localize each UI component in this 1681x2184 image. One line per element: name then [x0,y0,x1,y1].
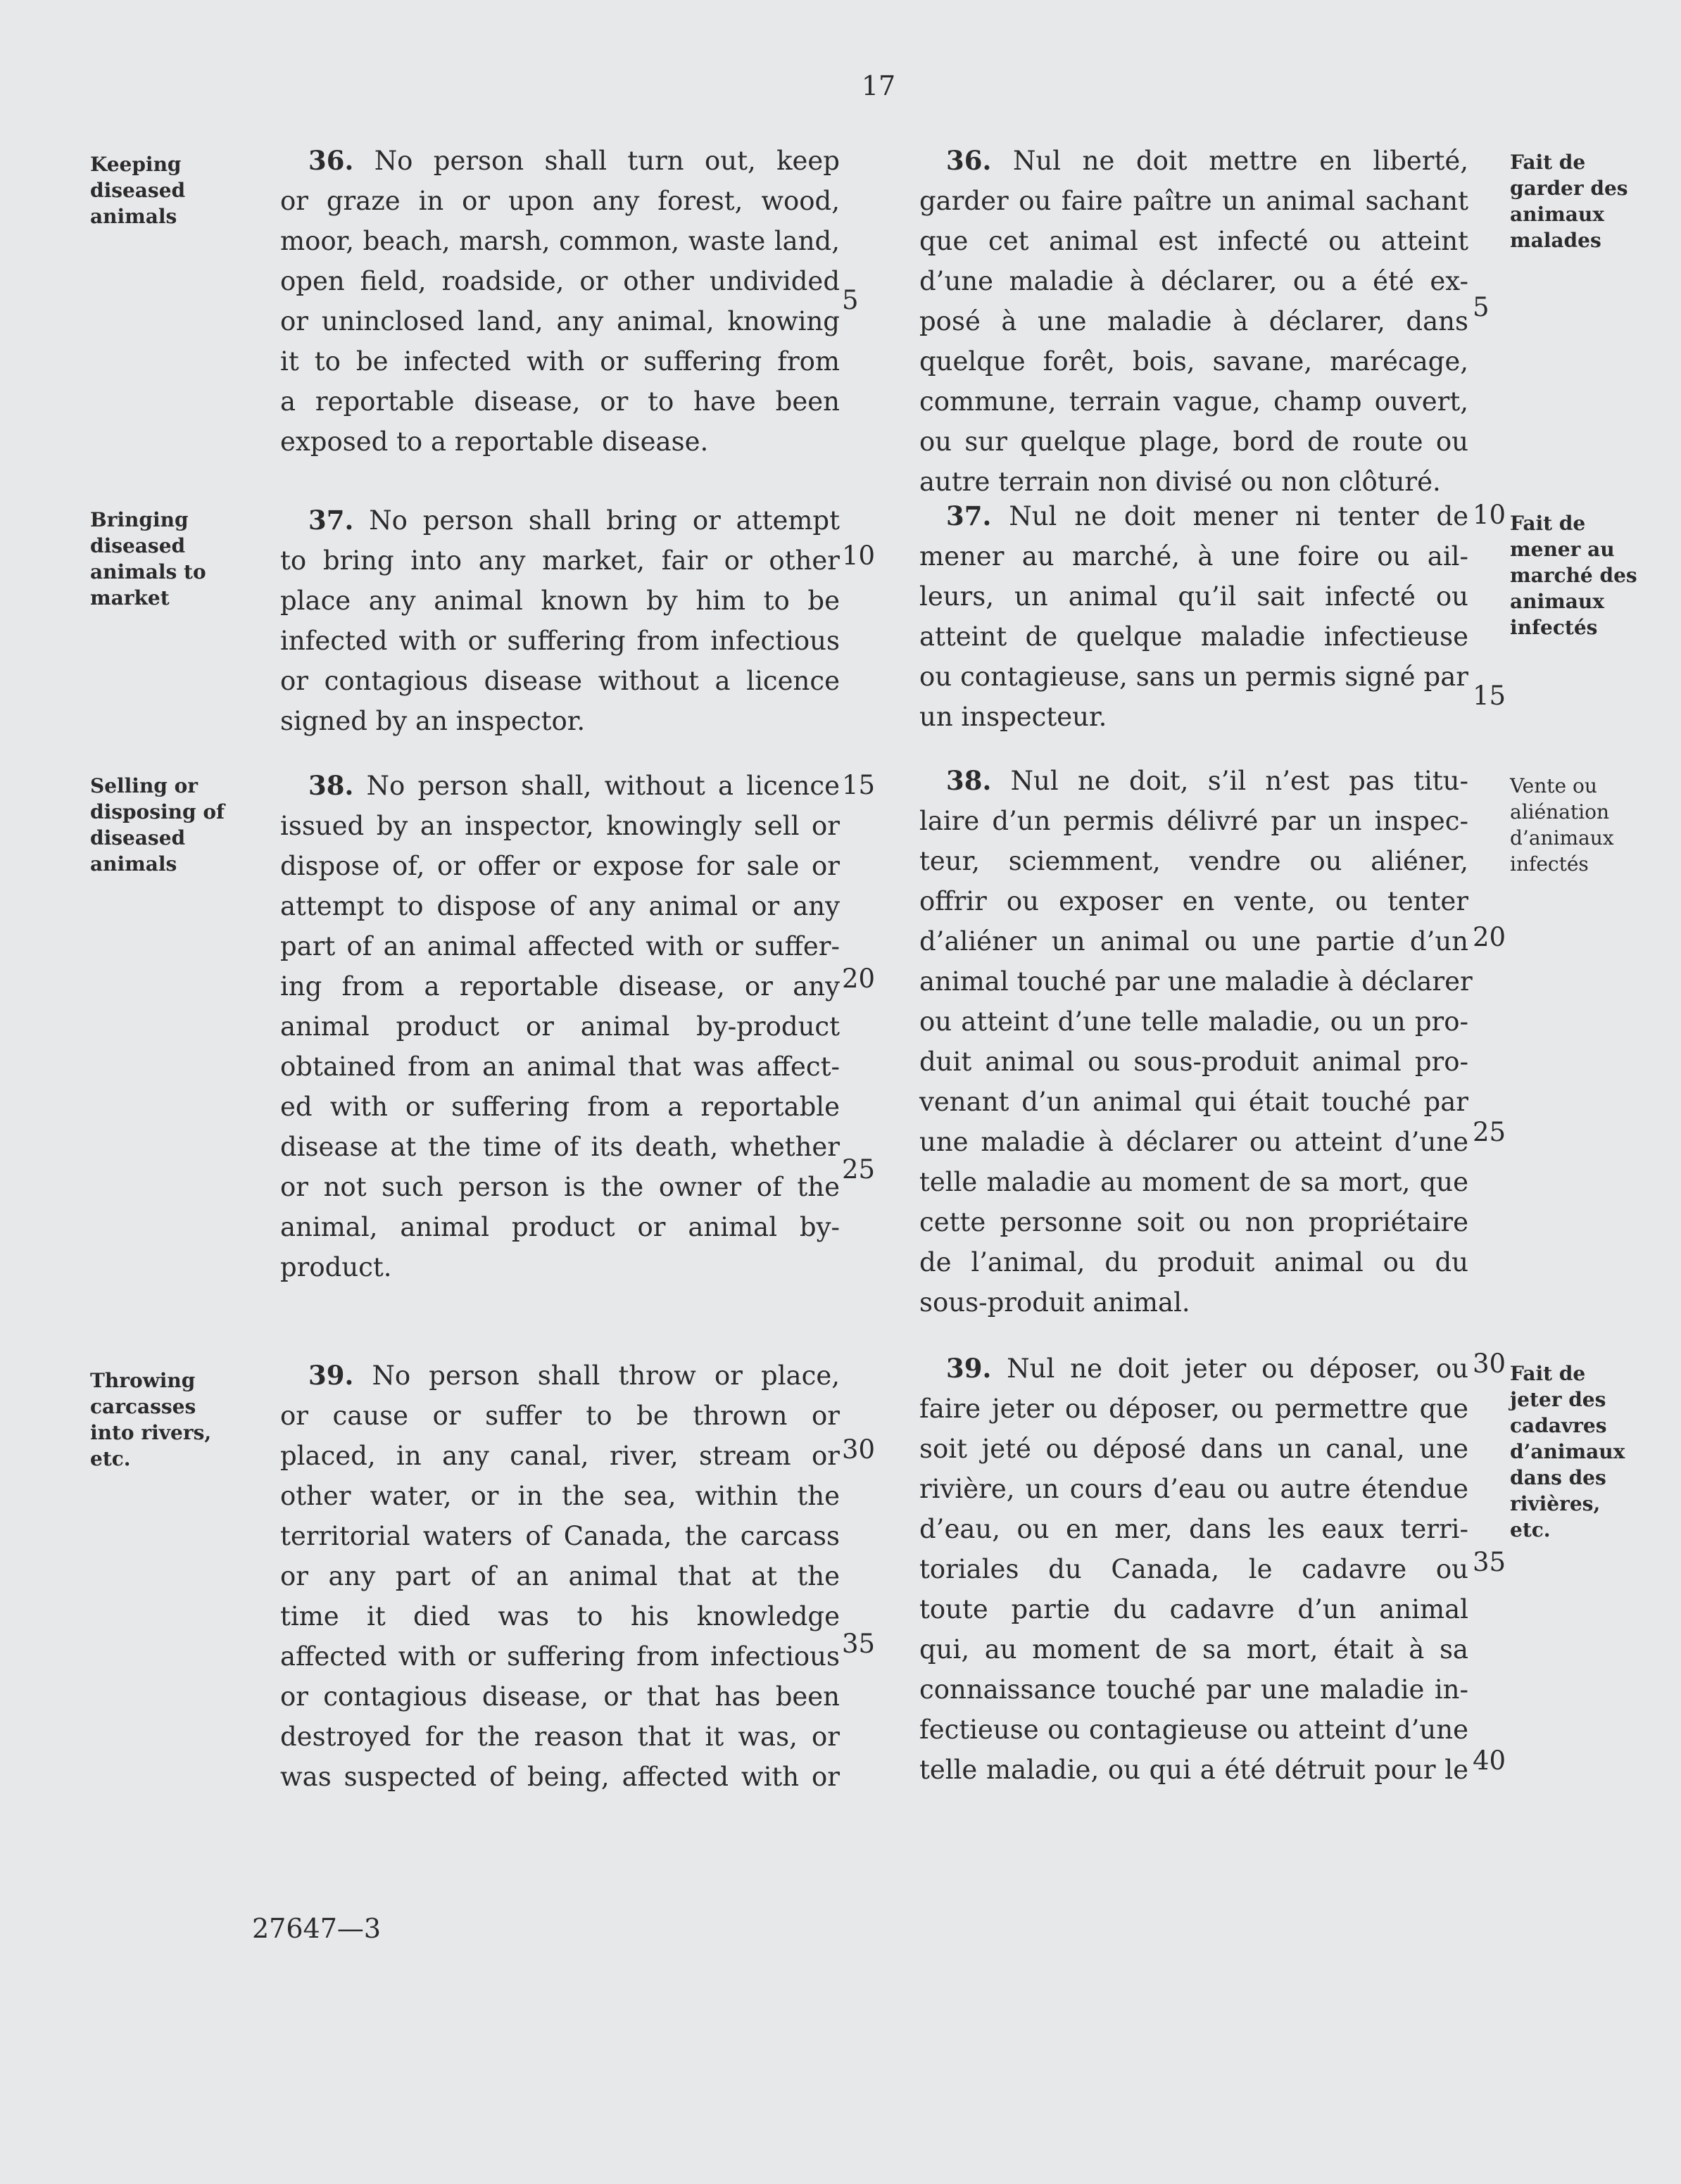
text-line: fectieuse ou contagieuse ou atteint d’une [919,1715,1468,1745]
text-line: or contagious disease, or that has been [280,1681,840,1712]
text-line: or any part of an animal that at the [280,1561,840,1591]
text-line: telle maladie, ou qui a été détruit pour le [919,1755,1468,1785]
note-line: aliénation [1510,800,1609,823]
text-line: animal, animal product or animal by- [280,1212,840,1242]
line-number: 40 [1473,1746,1506,1776]
text-line: moor, beach, marsh, common, waste land, [280,226,840,256]
text-line: teur, sciemment, vendre ou aliéner, [919,846,1468,876]
text-line: attempt to dispose of any animal or any [280,891,840,921]
margin-note-fr-38 [1510,773,1651,877]
text-line: Nul ne doit mener ni tenter de [1009,501,1468,531]
text-line: Nul ne doit mettre en liberté, [1013,146,1468,176]
margin-note-en-39 [90,1368,231,1472]
text-line: de l’animal, du produit animal ou du [919,1247,1468,1277]
text-line: posé à une maladie à déclarer, dans [919,306,1468,336]
note-line: animals [90,852,177,876]
text-line: exposed to a reportable disease. [280,427,709,457]
section-number: 36. [308,145,354,176]
text-line: cette personne soit ou non propriétaire [919,1207,1468,1237]
section-38-fr [919,761,1473,1323]
section-number: 38. [308,770,354,801]
note-line: Fait de [1510,512,1586,535]
section-number: 37. [308,505,354,536]
note-line: disposing of [90,800,225,823]
text-line: leurs, un animal qu’il sait infecté ou [919,581,1468,612]
text-line: place any animal known by him to be [280,586,840,616]
text-line: a reportable disease, or to have been [280,386,840,417]
margin-note-fr-36 [1510,149,1651,253]
text-line: part of an animal affected with or suffer- [280,931,840,961]
text-line: telle maladie au moment de sa mort, que [919,1167,1468,1197]
section-37-en [280,500,840,741]
text-line: affected with or suffering from infectious [280,1641,840,1672]
text-line: toute partie du cadavre d’un animal [919,1594,1468,1624]
text-line: infected with or suffering from infectious [280,626,840,656]
line-number: 10 [842,541,876,571]
note-line: Keeping [90,153,182,176]
text-line: connaissance touché par une maladie in- [919,1674,1468,1705]
text-line: d’aliéner un animal ou une partie d’un [919,926,1468,957]
note-line: animaux [1510,590,1604,613]
note-line: carcasses [90,1395,196,1418]
text-line: No person shall bring or attempt [369,505,840,536]
text-line: ou contagieuse, sans un permis signé par [919,662,1468,692]
text-line: venant d’un animal qui était touché par [919,1087,1468,1117]
line-number: 20 [1473,922,1506,952]
text-line: laire d’un permis délivré par un inspec- [919,806,1468,836]
margin-note-fr-37 [1510,510,1651,640]
text-line: autre terrain non divisé ou non clôturé. [919,467,1441,497]
text-line: or not such person is the owner of the [280,1172,840,1202]
text-line: ou atteint d’une telle maladie, ou un pro- [919,1006,1468,1037]
text-line: un inspecteur. [919,702,1107,732]
text-line: issued by an inspector, knowingly sell or [280,811,840,841]
line-number: 30 [1473,1349,1506,1379]
text-line: ing from a reportable disease, or any [280,971,840,1002]
section-number: 39. [946,1353,992,1384]
section-36-en [280,141,840,462]
text-line: qui, au moment de sa mort, était à sa [919,1634,1468,1665]
text-line: d’une maladie à déclarer, ou a été ex- [919,266,1468,296]
margin-note-fr-39 [1510,1361,1651,1543]
note-line: Fait de [1510,151,1586,174]
note-line: infectés [1510,616,1598,639]
section-39-en [280,1356,840,1797]
note-line: animaux [1510,203,1604,226]
text-line: or uninclosed land, any animal, knowing [280,306,840,336]
text-line: No person shall throw or place, [372,1361,840,1391]
text-line: Nul ne doit, s’il n’est pas titu- [1010,766,1468,796]
note-line: animals to [90,560,206,583]
line-number: 5 [1473,292,1490,322]
text-line: ou sur quelque plage, bord de route ou [919,427,1468,457]
note-line: Fait de [1510,1362,1586,1385]
line-number: 25 [1473,1117,1506,1147]
note-line: Bringing [90,508,189,531]
margin-note-en-38 [90,773,231,877]
note-line: d’animaux [1510,1440,1625,1463]
note-line: Selling or [90,774,199,797]
text-line: garder ou faire paître un animal sachant [919,186,1468,216]
text-line: signed by an inspector. [280,706,586,736]
section-36-fr [919,141,1468,502]
text-line: sous-produit animal. [919,1287,1190,1318]
text-line: obtained from an animal that was affect- [280,1052,840,1082]
note-line: rivières, [1510,1492,1601,1515]
text-line: time it died was to his knowledge [280,1601,840,1631]
note-line: etc. [1510,1518,1551,1541]
note-line: into rivers, [90,1421,212,1444]
note-line: jeter des [1510,1388,1606,1411]
note-line: diseased [90,534,186,557]
text-line: was suspected of being, affected with or [280,1762,840,1792]
text-line: d’eau, ou en mer, dans les eaux terri- [919,1514,1468,1544]
margin-note-en-37 [90,507,231,611]
text-line: or cause or suffer to be thrown or [280,1401,840,1431]
text-line: animal touché par une maladie à déclarer [919,966,1473,997]
text-line: faire jeter ou déposer, ou permettre que [919,1394,1468,1424]
text-line: or graze in or upon any forest, wood, [280,186,840,216]
text-line: atteint de quelque maladie infectieuse [919,621,1468,652]
line-number: 5 [842,285,859,315]
note-line: diseased [90,826,186,850]
section-37-fr [919,496,1468,737]
text-line: territorial waters of Canada, the carcass [280,1521,840,1551]
section-number: 37. [946,500,992,531]
text-line: to bring into any market, fair or other [280,545,840,576]
text-line: commune, terrain vague, champ ouvert, [919,386,1468,417]
text-line: dispose of, or offer or expose for sale or [280,851,840,881]
note-line: mener au [1510,538,1615,561]
line-number: 10 [1473,500,1506,530]
footer-code: 27647—3 [252,1913,382,1944]
margin-note-en-36 [90,151,231,229]
section-number: 38. [946,765,992,796]
section-number: 36. [946,145,992,176]
text-line: une maladie à déclarer ou atteint d’une [919,1127,1468,1157]
text-line: No person shall turn out, keep [374,146,840,176]
text-line: offrir ou exposer en vente, ou tenter [919,886,1468,916]
line-number: 30 [842,1434,876,1465]
text-line: placed, in any canal, river, stream or [280,1441,840,1471]
text-line: destroyed for the reason that it was, or [280,1722,840,1752]
section-39-fr [919,1349,1468,1790]
text-line: other water, or in the sea, within the [280,1481,840,1511]
text-line: que cet animal est infecté ou atteint [919,226,1468,256]
text-line: it to be infected with or suffering from [280,346,840,377]
note-line: garder des [1510,177,1628,200]
note-line: malades [1510,229,1601,252]
note-line: dans des [1510,1466,1606,1489]
text-line: open field, roadside, or other undivided [280,266,840,296]
line-number: 20 [842,964,876,994]
note-line: etc. [90,1447,131,1470]
note-line: infectés [1510,852,1589,876]
note-line: Throwing [90,1369,196,1392]
note-line: marché des [1510,564,1637,587]
text-line: or contagious disease without a licence [280,666,840,696]
note-line: Vente ou [1510,774,1597,797]
note-line: d’animaux [1510,826,1614,850]
text-line: product. [280,1252,392,1282]
section-number: 39. [308,1360,354,1391]
line-number: 35 [842,1629,876,1659]
note-line: animals [90,205,177,228]
line-number: 15 [1473,681,1506,711]
text-line: rivière, un cours d’eau ou autre étendue [919,1474,1468,1504]
text-line: No person shall, without a licence [366,771,840,801]
text-line: Nul ne doit jeter ou déposer, ou [1007,1353,1469,1384]
text-line: animal product or animal by-product [280,1011,840,1042]
line-number: 25 [842,1154,876,1185]
text-line: quelque forêt, bois, savane, marécage, [919,346,1468,377]
line-number: 15 [842,770,876,800]
note-line: diseased [90,179,186,202]
note-line: market [90,586,170,610]
text-line: soit jeté ou déposé dans un canal, une [919,1434,1468,1464]
text-line: ed with or suffering from a reportable [280,1092,840,1122]
note-line: cadavres [1510,1414,1607,1437]
line-number: 35 [1473,1547,1506,1577]
text-line: toriales du Canada, le cadavre ou [919,1554,1468,1584]
page-number: 17 [861,70,896,101]
section-38-en [280,766,840,1287]
text-line: disease at the time of its death, whether [280,1132,840,1162]
text-line: duit animal ou sous-produit animal pro- [919,1047,1468,1077]
text-line: mener au marché, à une foire ou ail- [919,541,1468,572]
